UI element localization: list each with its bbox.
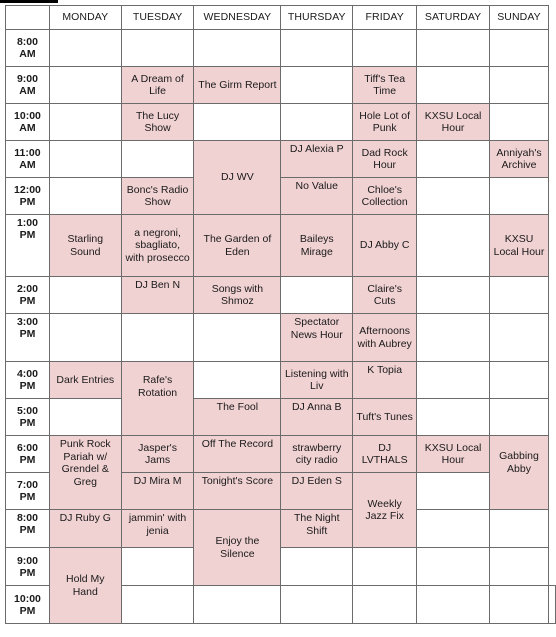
- time-label: 12:00 PM: [6, 178, 50, 215]
- row-12pm: [6, 178, 556, 215]
- empty-slot: [49, 277, 121, 314]
- empty-slot: [417, 510, 490, 548]
- empty-slot: [49, 314, 121, 362]
- empty-slot: [417, 215, 490, 277]
- show-cell: Punk Rock Pariah w/ Grendel & Greg: [49, 436, 121, 510]
- time-label: 8:00 PM: [6, 510, 50, 548]
- show-cell: Dark Entries: [49, 362, 121, 399]
- empty-slot: [281, 586, 353, 624]
- show-cell: Hold My Hand: [49, 548, 121, 624]
- time-label: 10:00 AM: [6, 104, 50, 141]
- empty-slot: [121, 548, 194, 586]
- row-10am: [6, 104, 556, 141]
- empty-slot: [194, 362, 281, 399]
- show-cell: Chloe's Collection: [353, 178, 417, 215]
- show-cell: Starling Sound: [49, 215, 121, 277]
- show-cell: a negroni, sbagliato, with prosecco: [121, 215, 194, 277]
- empty-slot: [194, 314, 281, 362]
- empty-slot: [417, 399, 490, 436]
- row-4pm: [6, 362, 556, 399]
- empty-slot: [49, 141, 121, 178]
- empty-slot: [490, 362, 549, 399]
- show-cell: No Value: [281, 178, 353, 215]
- show-cell: A Dream of Life: [121, 67, 194, 104]
- show-cell: DJ LVTHALS: [353, 436, 417, 473]
- empty-slot: [490, 586, 549, 624]
- row-1pm: [6, 215, 556, 277]
- time-label: 4:00 PM: [6, 362, 50, 399]
- row-3pm: [6, 314, 556, 362]
- show-cell: DJ Eden S: [281, 473, 353, 510]
- empty-slot: [353, 30, 417, 67]
- time-label: 2:00 PM: [6, 277, 50, 314]
- show-cell: Tiff's Tea Time: [353, 67, 417, 104]
- row-8pm: [6, 510, 556, 548]
- empty-slot: [194, 586, 281, 624]
- empty-slot: [417, 141, 490, 178]
- day-header-monday: MONDAY: [49, 6, 121, 30]
- empty-slot: [490, 510, 549, 548]
- empty-slot: [49, 104, 121, 141]
- show-cell: The Lucy Show: [121, 104, 194, 141]
- empty-slot: [549, 586, 556, 624]
- time-label: 9:00 PM: [6, 548, 50, 586]
- day-header-tuesday: TUESDAY: [121, 6, 194, 30]
- show-cell: Off The Record: [194, 436, 281, 473]
- day-header-thursday: THURSDAY: [281, 6, 353, 30]
- show-cell: Spectator News Hour: [281, 314, 353, 362]
- show-cell: jammin' with jenia: [121, 510, 194, 548]
- empty-slot: [417, 30, 490, 67]
- time-label: 10:00 PM: [6, 586, 50, 624]
- row-9am: [6, 67, 556, 104]
- corner-cell: [6, 6, 50, 30]
- empty-slot: [49, 30, 121, 67]
- empty-slot: [353, 548, 417, 586]
- show-cell: The Garden of Eden: [194, 215, 281, 277]
- empty-slot: [281, 548, 353, 586]
- show-cell: Afternoons with Aubrey: [353, 314, 417, 362]
- show-cell: DJ Anna B: [281, 399, 353, 436]
- empty-slot: [490, 314, 549, 362]
- time-label: 5:00 PM: [6, 399, 50, 436]
- empty-slot: [121, 141, 194, 178]
- show-cell: The Night Shift: [281, 510, 353, 548]
- row-5pm: [6, 399, 556, 436]
- empty-slot: [417, 586, 490, 624]
- empty-slot: [121, 586, 194, 624]
- day-header-sunday: SUNDAY: [490, 6, 549, 30]
- show-cell: DJ Mira M: [121, 473, 194, 510]
- time-label: 6:00 PM: [6, 436, 50, 473]
- show-cell: DJ WV: [194, 141, 281, 215]
- empty-slot: [490, 178, 549, 215]
- time-label: 9:00 AM: [6, 67, 50, 104]
- show-cell: DJ Ruby G: [49, 510, 121, 548]
- time-label: 11:00 AM: [6, 141, 50, 178]
- time-label: 1:00 PM: [6, 215, 50, 277]
- show-cell: K Topia: [353, 362, 417, 399]
- row-11am: [6, 141, 556, 178]
- time-label: 3:00 PM: [6, 314, 50, 362]
- empty-slot: [281, 277, 353, 314]
- row-9pm: [6, 548, 556, 586]
- empty-slot: [194, 30, 281, 67]
- show-cell: Jasper's Jams: [121, 436, 194, 473]
- show-cell: Rafe's Rotation: [121, 362, 194, 436]
- empty-slot: [417, 362, 490, 399]
- show-cell: Bonc's Radio Show: [121, 178, 194, 215]
- empty-slot: [417, 67, 490, 104]
- show-cell: KXSU Local Hour: [417, 436, 490, 473]
- empty-slot: [490, 399, 549, 436]
- row-6pm: [6, 436, 556, 473]
- show-cell: The Girm Report: [194, 67, 281, 104]
- day-header-wednesday: WEDNESDAY: [194, 6, 281, 30]
- show-cell: strawberry city radio: [281, 436, 353, 473]
- empty-slot: [417, 314, 490, 362]
- day-header-saturday: SATURDAY: [417, 6, 490, 30]
- show-cell: Enjoy the Silence: [194, 510, 281, 586]
- show-cell: The Fool: [194, 399, 281, 436]
- show-cell: Weekly Jazz Fix: [353, 473, 417, 548]
- show-cell: KXSU Local Hour: [490, 215, 549, 277]
- empty-slot: [490, 67, 549, 104]
- time-label: 8:00 AM: [6, 30, 50, 67]
- empty-slot: [353, 586, 417, 624]
- empty-slot: [49, 178, 121, 215]
- empty-slot: [490, 104, 549, 141]
- show-cell: Listening with Liv: [281, 362, 353, 399]
- empty-slot: [417, 277, 490, 314]
- empty-slot: [281, 67, 353, 104]
- empty-slot: [49, 399, 121, 436]
- header-row: [6, 6, 556, 30]
- show-cell: Baileys Mirage: [281, 215, 353, 277]
- empty-slot: [490, 30, 549, 67]
- empty-slot: [417, 473, 490, 510]
- show-cell: Hole Lot of Punk: [353, 104, 417, 141]
- show-cell: Gabbing Abby: [490, 436, 549, 510]
- empty-slot: [121, 30, 194, 67]
- empty-slot: [490, 548, 549, 586]
- empty-slot: [281, 30, 353, 67]
- empty-slot: [121, 314, 194, 362]
- empty-slot: [490, 277, 549, 314]
- show-cell: Songs with Shmoz: [194, 277, 281, 314]
- empty-slot: [417, 548, 490, 586]
- row-2pm: [6, 277, 556, 314]
- empty-slot: [194, 104, 281, 141]
- show-cell: DJ Ben N: [121, 277, 194, 314]
- day-header-friday: FRIDAY: [353, 6, 417, 30]
- empty-slot: [281, 104, 353, 141]
- show-cell: Tonight's Score: [194, 473, 281, 510]
- row-8am: [6, 30, 556, 67]
- top-edge-mark: [0, 0, 58, 3]
- show-cell: Claire's Cuts: [353, 277, 417, 314]
- show-cell: Tuft's Tunes: [353, 399, 417, 436]
- show-cell: DJ Abby C: [353, 215, 417, 277]
- show-cell: Anniyah's Archive: [490, 141, 549, 178]
- empty-slot: [417, 178, 490, 215]
- show-cell: DJ Alexia P: [281, 141, 353, 178]
- empty-slot: [49, 67, 121, 104]
- show-cell: KXSU Local Hour: [417, 104, 490, 141]
- show-cell: Dad Rock Hour: [353, 141, 417, 178]
- radio-schedule-table: [5, 5, 556, 624]
- time-label: 7:00 PM: [6, 473, 50, 510]
